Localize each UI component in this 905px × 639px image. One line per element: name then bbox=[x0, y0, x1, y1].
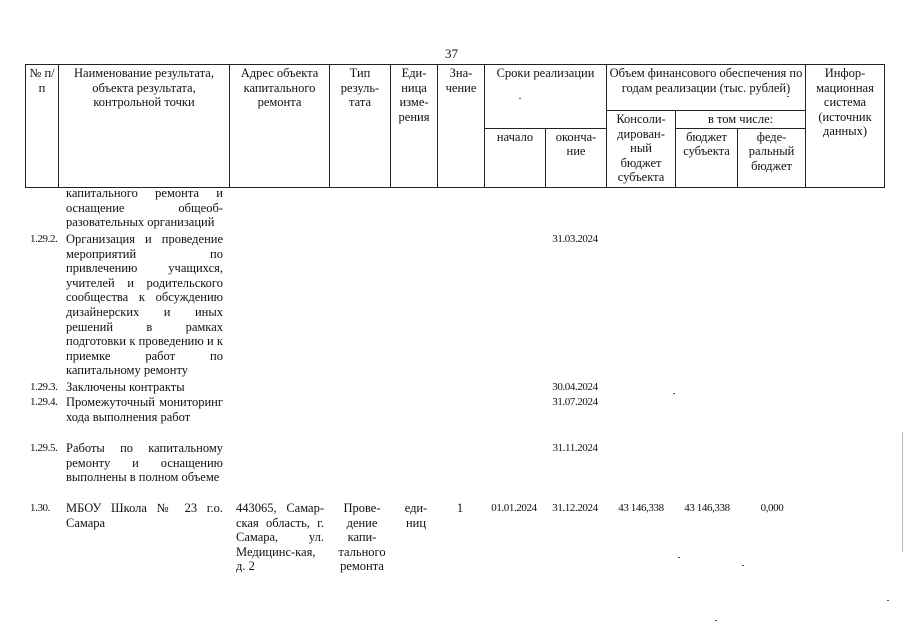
header-unit: Еди-ница изме-рения bbox=[391, 65, 438, 188]
header-federal-budget: феде-ральный бюджет bbox=[738, 128, 806, 187]
row-federal-budget: 0,000 bbox=[760, 502, 784, 514]
row-value: 1 bbox=[456, 501, 464, 515]
header-consolidated: Консоли-дирован-ный бюджет субъекта bbox=[607, 111, 676, 188]
row-name: МБОУ Школа № 23 г.о. Самара bbox=[66, 501, 223, 530]
scan-speck bbox=[742, 565, 744, 566]
table-header bbox=[25, 64, 885, 188]
scan-speck bbox=[887, 600, 889, 601]
row-number: 1.29.2. bbox=[30, 233, 58, 245]
header-financing: Объем финансового обеспечения по годам реализации (тыс. рублей) bbox=[607, 65, 806, 111]
row-subject-budget: 43 146,338 bbox=[684, 502, 730, 514]
row-end-date: 31.07.2024 bbox=[552, 396, 598, 408]
row-unit: еди-ниц bbox=[404, 501, 428, 530]
header-subject-budget: бюджет субъекта bbox=[676, 128, 738, 187]
row-consolidated-budget: 43 146,338 bbox=[618, 502, 664, 514]
row-name: Работы по капитальному ремонту и оснащению выполнены в полном объеме bbox=[66, 441, 223, 485]
header-address: Адрес объекта капитального ремонта bbox=[230, 65, 330, 188]
row-end-date: 31.12.2024 bbox=[552, 502, 598, 514]
header-value: Зна-чение bbox=[438, 65, 485, 188]
scan-speck bbox=[519, 98, 521, 99]
header-name: Наименование результата, объекта результата, контрольной точки bbox=[59, 65, 230, 188]
row-number: 1.29.4. bbox=[30, 396, 58, 408]
row-end-date: 31.11.2024 bbox=[552, 442, 598, 454]
row-type: Прове-дение капи-тального ремонта bbox=[338, 501, 386, 574]
row-number: 1.30. bbox=[30, 502, 51, 514]
scan-speck bbox=[678, 557, 680, 558]
row-number: 1.29.5. bbox=[30, 442, 58, 454]
scan-speck bbox=[673, 393, 675, 394]
header-info-system: Инфор-мационная система (источник данных) bbox=[806, 65, 885, 188]
row-name: капитального ремонта и оснащение общеоб-разовательных организаций bbox=[66, 186, 223, 230]
row-end-date: 31.03.2024 bbox=[552, 233, 598, 245]
row-address: 443065, Самар-ская область, г. Самара, ул. Медицинс-кая, д. 2 bbox=[236, 501, 324, 574]
scan-speck bbox=[787, 96, 789, 97]
header-terms: Сроки реализации bbox=[485, 65, 607, 129]
header-num: № п/п bbox=[26, 65, 59, 188]
row-name: Заключены контракты bbox=[66, 380, 185, 394]
header-including: в том числе: bbox=[676, 111, 806, 129]
row-name: Промежуточный мониторинг хода выполнения работ bbox=[66, 395, 223, 424]
row-name: Организация и проведение мероприятий по привлечению учащихся, учителей и родительского сообщества к обсуждению дизайнерских и иных решений в рамках подготовки к проведению и к приемке работ по капитальному ремонту bbox=[66, 232, 223, 378]
page-number: 37 bbox=[445, 46, 458, 61]
row-number: 1.29.3. bbox=[30, 381, 58, 393]
row-start-date: 01.01.2024 bbox=[491, 502, 537, 514]
scan-speck bbox=[715, 620, 717, 621]
page-edge-line bbox=[902, 432, 903, 552]
header-start: начало bbox=[485, 128, 546, 187]
header-end: оконча-ние bbox=[546, 128, 607, 187]
row-end-date: 30.04.2024 bbox=[552, 381, 598, 393]
header-type: Тип резуль-тата bbox=[330, 65, 391, 188]
